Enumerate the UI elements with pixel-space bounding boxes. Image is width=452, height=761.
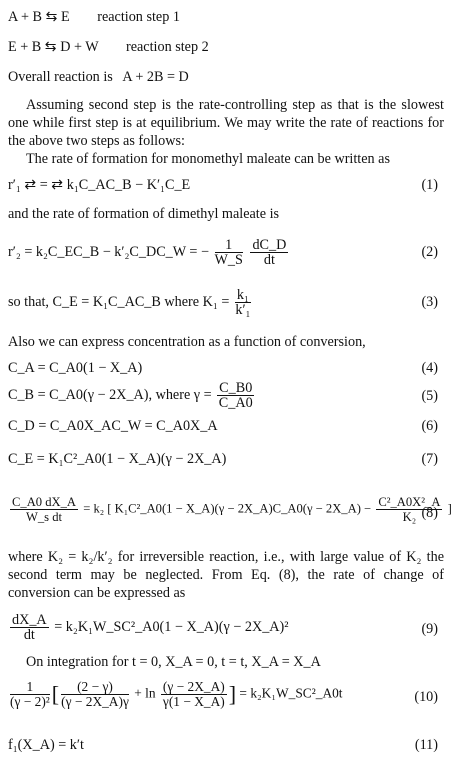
equation-number: (11) (414, 737, 438, 753)
frac-num: dC_D (252, 237, 287, 253)
equation-number: (3) (421, 294, 438, 310)
equation-number: (9) (421, 621, 438, 637)
eq-plus-ln: + ln (134, 685, 156, 701)
frac-num: C_B0 (219, 380, 253, 396)
frac-num: (2 − γ) (61, 680, 129, 695)
frac-den: dt (23, 627, 35, 643)
overall-label: Overall reaction is (8, 69, 113, 85)
equation-10 (8, 680, 438, 718)
frac-den: C_A0 (218, 395, 253, 411)
equation-2 (8, 238, 438, 268)
equation-body (8, 288, 253, 317)
eq-lhs: r′₂ = k₂C_EC_B − k′₂C_DC_W = − (8, 243, 209, 260)
frac-num: (γ − 2X_A) (162, 679, 225, 694)
equation-number: (7) (421, 451, 438, 467)
right-bracket: ] (228, 681, 237, 707)
reaction-eq: A + B ⇆ E (8, 9, 70, 25)
frac-den: dt (263, 252, 275, 268)
frac-num: 1 (215, 238, 243, 253)
reaction-step-2 (8, 38, 209, 56)
equation-body: r′₁ ⇄ = ⇄ k₁C_AC_B − K′₁C_E (8, 177, 191, 193)
equation-body: C_E = K₁C²_A0(1 − X_A)(γ − 2X_A) (8, 451, 227, 467)
equation-8 (8, 495, 452, 535)
equation-body: C_A = C_A0(1 − X_A) (8, 360, 143, 376)
overall-eq: A + 2B = D (122, 69, 189, 85)
eq-rhs: = k₂K₁W_SC²_A0t (239, 685, 343, 701)
equation-number: (2) (421, 244, 438, 260)
equation-11 (8, 737, 438, 761)
eq-mid: = k₂ [ K₁C²_A0(1 − X_A)(γ − 2X_A)C_A0(γ − 2X_A) − (83, 501, 372, 516)
equation-number: (1) (421, 177, 438, 193)
reaction-step-1 (8, 8, 180, 26)
equation-number: (10) (414, 689, 438, 705)
paragraph-1: Assuming second step is the rate-controlling step as that is the slowest one while first step is at equilibrium. We may write the rate of reactions for the above two steps as follows: (8, 97, 444, 149)
frac-den: K₂ (402, 510, 417, 524)
equation-1 (8, 177, 438, 201)
eq-rhs: = k₂K₁W_SC²_A0(1 − X_A)(γ − 2X_A)² (54, 618, 289, 635)
eq-lhs: C_B = C_A0(γ − 2X_A), where γ = (8, 386, 212, 403)
paragraph-5: where K₂ = k₂/k′₂ for irreversible reaction, i.e., with large value of K₂ the second term may be neglected. From Eq. (8), the rate of change of conversion can be expressed as (8, 549, 444, 601)
reaction-eq: E + B ⇆ D + W (8, 39, 99, 55)
eq-lhs: so that, C_E = K₁C_AC_B where K₁ = (8, 293, 230, 310)
overall-reaction (8, 68, 189, 86)
equation-body: f₁(X_A) = k′t (8, 737, 84, 753)
equation-body (8, 238, 290, 267)
eq-tail: ] (447, 501, 452, 516)
equation-number: (4) (421, 360, 438, 376)
equation-body (8, 495, 452, 524)
frac-den: (γ − 2X_A)γ (61, 694, 129, 709)
reaction-label: reaction step 1 (97, 9, 180, 25)
equation-body (8, 613, 289, 642)
reaction-label: reaction step 2 (125, 39, 209, 55)
equation-number: (8) (421, 505, 438, 521)
equation-5 (8, 381, 438, 411)
equation-3 (8, 288, 438, 320)
frac-num: dX_A (12, 612, 47, 628)
equation-body (8, 381, 256, 410)
equation-9 (8, 613, 438, 647)
paragraph-2: The rate of formation for monomethyl maleate can be written as (26, 151, 391, 167)
frac-num: k₁ (236, 287, 249, 303)
frac-den: W_s dt (26, 510, 63, 524)
frac-den: (γ − 2)² (10, 694, 50, 709)
frac-num: C²_A0X²_A (378, 495, 441, 509)
frac-den: k′₁ (235, 302, 251, 318)
frac-den: W_S (214, 252, 243, 268)
frac-den: γ(1 − X_A) (162, 694, 225, 709)
equation-number: (6) (421, 418, 438, 434)
frac-num: 1 (10, 680, 50, 695)
equation-6 (8, 418, 438, 442)
equation-body: C_D = C_A0X_AC_W = C_A0X_A (8, 418, 218, 434)
paragraph-6: On integration for t = 0, X_A = 0, t = t, X_A = X_A (26, 654, 321, 670)
frac-num: C_A0 dX_A (12, 495, 77, 509)
equation-7 (8, 451, 438, 475)
equation-body (8, 680, 343, 709)
paragraph-4: Also we can express concentration as a function of conversion, (8, 334, 366, 350)
left-bracket: [ (51, 681, 60, 707)
equation-number: (5) (421, 388, 438, 404)
paragraph-3: and the rate of formation of dimethyl maleate is (8, 206, 280, 222)
